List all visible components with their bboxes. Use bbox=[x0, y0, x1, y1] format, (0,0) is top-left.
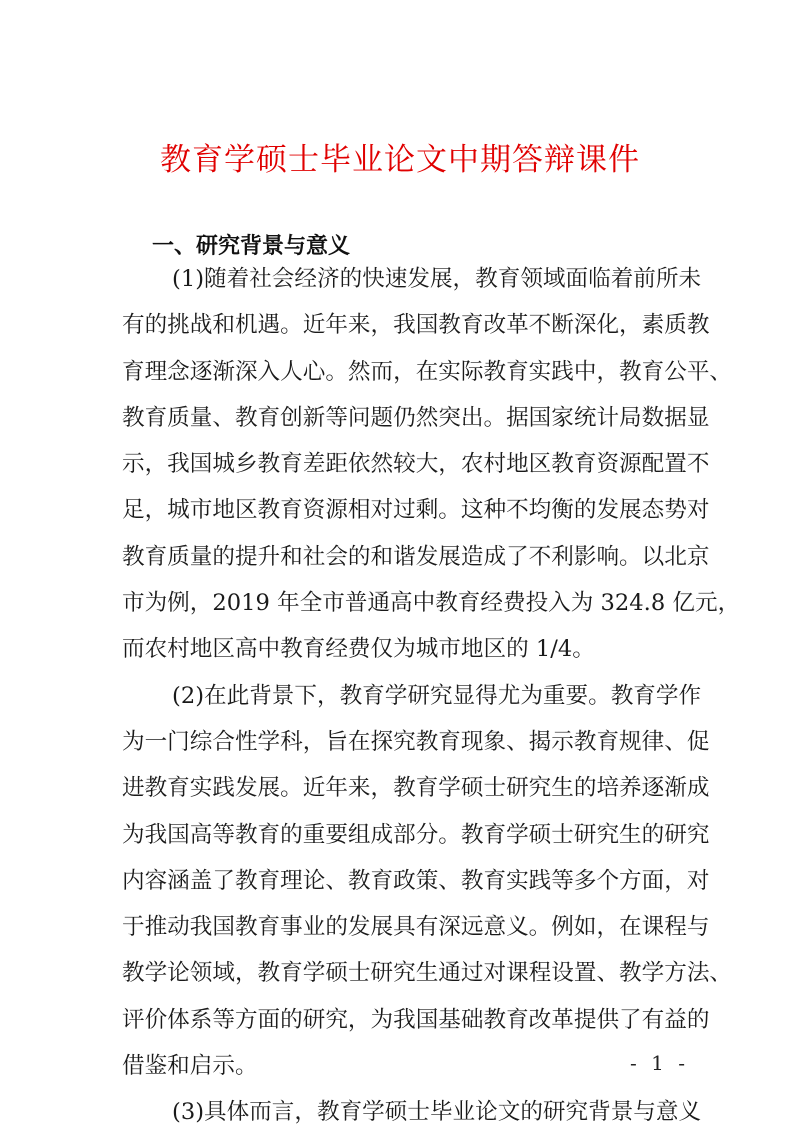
paragraph-1-line: 而农村地区高中教育经费仅为城市地区的 1/4。 bbox=[122, 636, 595, 663]
paragraph-2-line: 借鉴和启示。 bbox=[122, 1053, 258, 1080]
paragraph-1-line: 育理念逐渐深入人心。然而，在实际教育实践中，教育公平、 bbox=[122, 358, 733, 385]
paragraph-2-line: 评价体系等方面的研究，为我国基础教育改革提供了有益的 bbox=[122, 1006, 710, 1033]
paragraph-2-line: 进教育实践发展。近年来，教育学硕士研究生的培养逐渐成 bbox=[122, 775, 710, 802]
paragraph-2-line: 于推动我国教育事业的发展具有深远意义。例如，在课程与 bbox=[122, 914, 710, 941]
document-title: 教育学硕士毕业论文中期答辩课件 bbox=[160, 142, 640, 178]
paragraph-2-line: 为一门综合性学科，旨在探究教育现象、揭示教育规律、促 bbox=[122, 728, 710, 755]
paragraph-1-line: 有的挑战和机遇。近年来，我国教育改革不断深化，素质教 bbox=[122, 312, 710, 339]
section-heading: 一、研究背景与意义 bbox=[152, 234, 351, 259]
body-text bbox=[122, 256, 741, 1136]
paragraph-2-line: 为我国高等教育的重要组成部分。教育学硕士研究生的研究 bbox=[122, 821, 710, 848]
paragraph-3-line: (3)具体而言，教育学硕士毕业论文的研究背景与意义 bbox=[172, 1099, 702, 1126]
page-number: - 1 - bbox=[630, 1051, 689, 1075]
paragraph-1-line: (1)随着社会经济的快速发展，教育领域面临着前所未 bbox=[172, 266, 702, 292]
paragraph-2-line: 教学论领域，教育学硕士研究生通过对课程设置、教学方法、 bbox=[122, 960, 733, 987]
paragraph-2-line: (2)在此背景下，教育学研究显得尤为重要。教育学作 bbox=[172, 682, 702, 709]
paragraph-1-line: 教育质量、教育创新等问题仍然突出。据国家统计局数据显 bbox=[122, 404, 710, 431]
paragraph-1-line: 市为例，2019 年全市普通高中教育经费投入为 324.8 亿元， bbox=[122, 590, 741, 617]
paragraph-2-line: 内容涵盖了教育理论、教育政策、教育实践等多个方面，对 bbox=[122, 867, 710, 894]
paragraph-1-line: 足，城市地区教育资源相对过剩。这种不均衡的发展态势对 bbox=[122, 497, 710, 524]
paragraph-1-line: 示，我国城乡教育差距依然较大，农村地区教育资源配置不 bbox=[122, 451, 710, 478]
paragraph-1-line: 教育质量的提升和社会的和谐发展造成了不利影响。以北京 bbox=[122, 543, 710, 570]
